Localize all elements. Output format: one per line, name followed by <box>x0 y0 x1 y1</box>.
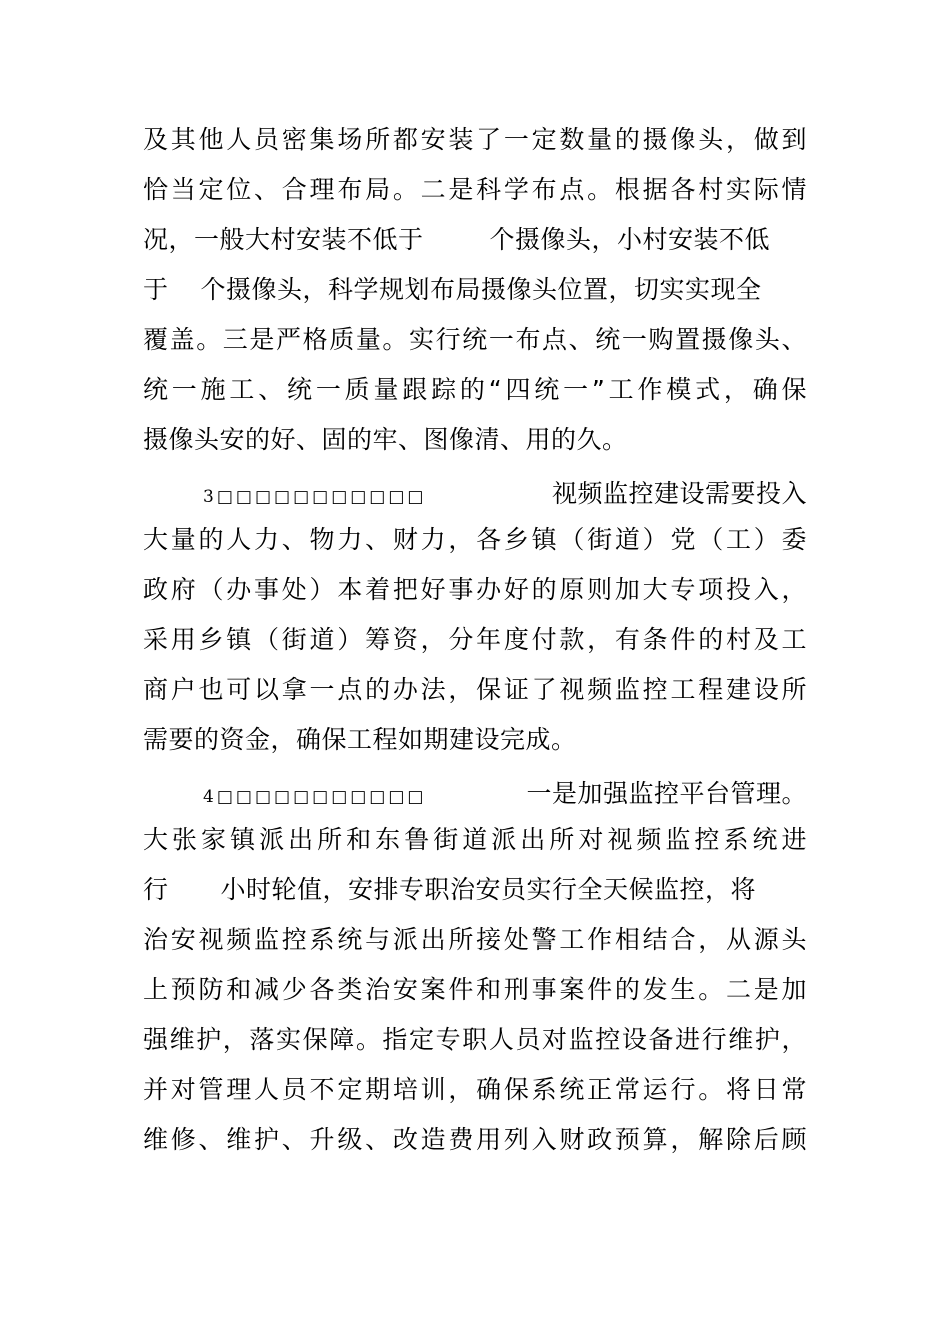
text-line: 治安视频监控系统与派出所接处警工作相结合，从源头 <box>143 925 807 954</box>
text-line: 大量的人力、物力、财力，各乡镇（街道）党（工）委 <box>143 525 807 554</box>
text-line: 并对管理人员不定期培训，确保系统正常运行。将日常 <box>143 1075 807 1104</box>
text-segment: 况，一般大村安装不低于 <box>143 225 424 254</box>
text-segment: 视频监控建设需要投入 <box>551 479 807 508</box>
text-line <box>203 474 807 514</box>
section-heading: 4□□□□□□□□□□□ <box>203 787 427 807</box>
text-line: 上预防和减少各类治安案件和刑事案件的发生。二是加 <box>143 975 807 1004</box>
text-line: 采用乡镇（街道）筹资，分年度付款，有条件的村及工 <box>143 625 807 654</box>
text-line: 大张家镇派出所和东鲁街道派出所对视频监控系统进 <box>143 825 807 854</box>
section-heading: 3□□□□□□□□□□□ <box>203 487 427 507</box>
text-segment: 小时轮值，安排专职治安员实行全天候监控，将 <box>220 875 757 904</box>
text-segment: 于 <box>143 275 169 304</box>
text-segment: 一是加强监控平台管理。 <box>526 779 807 808</box>
text-line <box>143 870 807 910</box>
text-line <box>143 270 807 310</box>
text-line: 及其他人员密集场所都安装了一定数量的摄像头，做到 <box>143 125 807 154</box>
text-line: 维修、维护、升级、改造费用列入财政预算，解除后顾 <box>143 1125 807 1154</box>
text-line <box>143 220 807 260</box>
text-line: 恰当定位、合理布局。二是科学布点。根据各村实际情 <box>143 175 807 204</box>
text-line <box>203 774 807 814</box>
text-line: 摄像头安的好、固的牢、图像清、用的久。 <box>143 425 628 454</box>
text-segment: 行 <box>143 875 169 904</box>
text-segment: 个摄像头，科学规划布局摄像头位置，切实实现全 <box>200 275 762 304</box>
text-line: 商户也可以拿一点的办法，保证了视频监控工程建设所 <box>143 675 807 704</box>
text-line: 强维护，落实保障。指定专职人员对监控设备进行维护， <box>143 1025 807 1054</box>
text-line: 统一施工、统一质量跟踪的“四统一”工作模式，确保 <box>143 375 807 404</box>
text-line: 覆盖。三是严格质量。实行统一布点、统一购置摄像头、 <box>143 325 807 354</box>
text-segment: 个摄像头，小村安装不低 <box>489 225 771 254</box>
text-line: 需要的资金，确保工程如期建设完成。 <box>143 725 577 754</box>
text-line: 政府（办事处）本着把好事办好的原则加大专项投入， <box>143 575 807 604</box>
